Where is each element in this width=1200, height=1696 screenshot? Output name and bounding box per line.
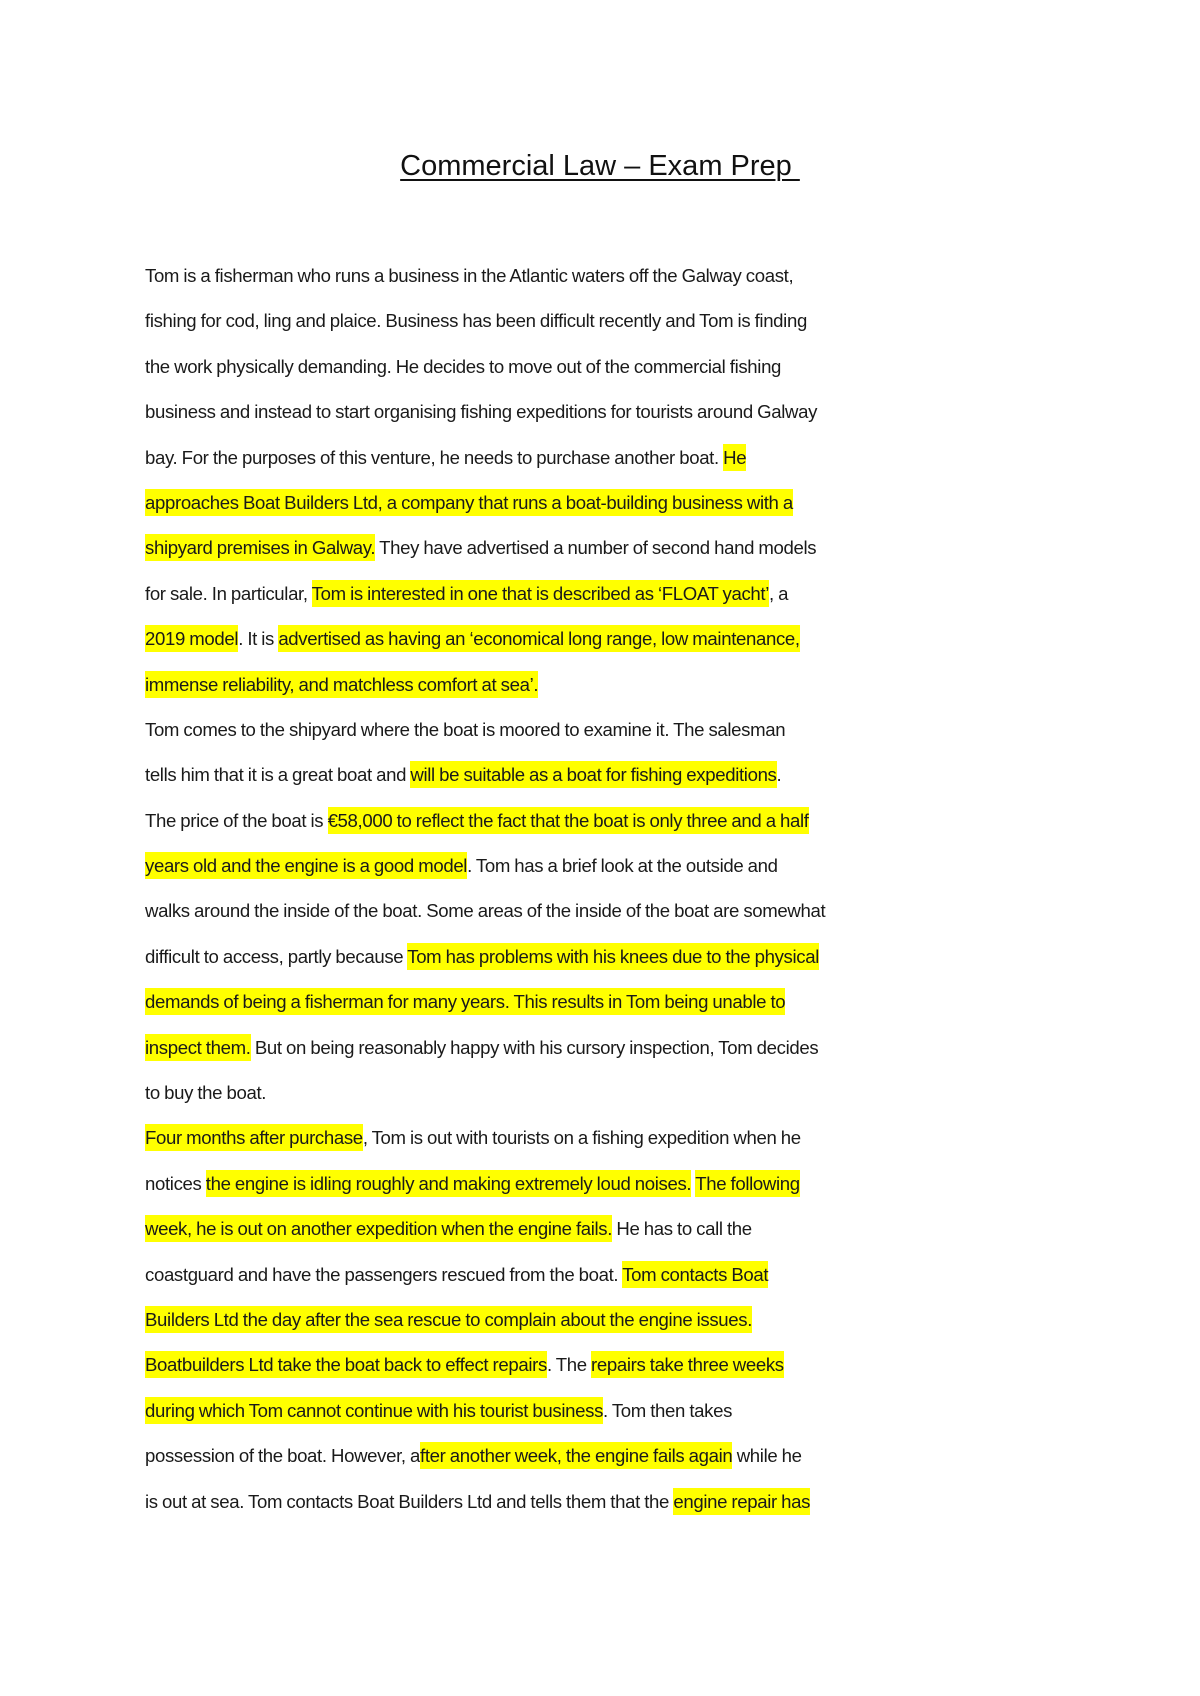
highlighted-text: repairs take three weeks (591, 1351, 784, 1378)
highlighted-text: years old and the engine is a good model (145, 852, 467, 879)
document-title (0, 146, 1200, 186)
body-text: bay. For the purposes of this venture, he needs to purchase another boat. (145, 446, 724, 468)
highlighted-text: engine repair has (673, 1488, 810, 1515)
body-text: difficult to access, partly because (145, 945, 408, 967)
highlighted-text: Tom is interested in one that is described as ‘FLOAT yacht’ (312, 580, 769, 607)
body-text: He has to call the (612, 1218, 752, 1240)
text-line (145, 1351, 975, 1396)
highlighted-text: inspect them. (145, 1034, 251, 1061)
body-text: for sale. In particular, (145, 582, 312, 604)
highlighted-text: immense reliability, and matchless comfort at sea’. (145, 671, 538, 698)
highlighted-text: the engine is idling roughly and making extremely loud noises. (206, 1170, 691, 1197)
body-text: The price of the boat is (145, 809, 328, 831)
highlighted-text: Builders Ltd the day after the sea rescue to complain about the engine issues. (145, 1306, 752, 1333)
body-text: , a (769, 582, 789, 604)
text-line (145, 262, 975, 307)
text-line (145, 807, 975, 852)
body-text: notices (145, 1172, 206, 1194)
body-text: while he (732, 1445, 802, 1467)
text-line (145, 580, 975, 625)
body-text: is out at sea. Tom contacts Boat Builders Ltd and tells them that the (145, 1490, 674, 1512)
text-line (145, 625, 975, 670)
highlighted-text: Boatbuilders Ltd take the boat back to effect repairs (145, 1351, 547, 1378)
highlighted-text: approaches Boat Builders Ltd, a company that runs a boat-building business with a (145, 489, 793, 516)
text-line (145, 307, 975, 352)
text-line (145, 988, 975, 1033)
highlighted-text: fter another week, the engine fails again (420, 1442, 732, 1469)
body-text: , Tom is out with tourists on a fishing expedition when he (362, 1127, 801, 1149)
highlighted-text: week, he is out on another expedition when the engine fails. (145, 1215, 612, 1242)
text-line (145, 761, 975, 806)
highlighted-text: The following (695, 1170, 800, 1197)
body-text: Tom is a fisherman who runs a business in the Atlantic waters off the Galway coast, (145, 265, 794, 286)
text-line (145, 489, 975, 534)
body-text: possession of the boat. However, a (145, 1445, 421, 1467)
text-line (145, 1124, 975, 1169)
text-line (145, 1034, 975, 1079)
highlighted-text: Four months after purchase (145, 1124, 363, 1151)
body-text: . Tom then takes (603, 1399, 733, 1421)
body-text: the work physically demanding. He decides to move out of the commercial fishing (145, 355, 782, 377)
body-text: . Tom has a brief look at the outside and (467, 855, 778, 877)
text-line (145, 534, 975, 579)
highlighted-text: Tom has problems with his knees due to the physical (407, 943, 819, 970)
document-body (145, 262, 975, 1533)
body-text: But on being reasonably happy with his cursory inspection, Tom decides (250, 1036, 819, 1058)
text-line (145, 1261, 975, 1306)
body-text: to buy the boat. (145, 1082, 267, 1104)
highlighted-text: 2019 model (145, 625, 238, 652)
text-line (145, 1215, 975, 1260)
body-text: Tom comes to the shipyard where the boat is moored to examine it. The salesman (145, 718, 786, 740)
text-line (145, 398, 975, 443)
text-line (145, 1488, 975, 1533)
text-line (145, 671, 975, 716)
text-line (145, 353, 975, 398)
highlighted-text: shipyard premises in Galway. (145, 534, 375, 561)
text-line (145, 943, 975, 988)
text-line (145, 1079, 975, 1124)
body-text: . (776, 764, 782, 786)
highlighted-text: advertised as having an ‘economical long range, low maintenance, (278, 625, 799, 652)
highlighted-text: Tom contacts Boat (622, 1261, 768, 1288)
text-line (145, 852, 975, 897)
highlighted-text: will be suitable as a boat for fishing expeditions (410, 761, 776, 788)
body-text: They have advertised a number of second hand models (375, 537, 817, 559)
highlighted-text: during which Tom cannot continue with his tourist business (145, 1397, 603, 1424)
highlighted-text: demands of being a fisherman for many years. This results in Tom being unable to (145, 988, 785, 1015)
body-text: business and instead to start organising fishing expeditions for tourists around Galway (145, 401, 818, 423)
highlighted-text: He (723, 444, 746, 471)
body-text: . It is (238, 628, 279, 650)
body-text: . The (546, 1354, 592, 1376)
text-line (145, 1397, 975, 1442)
body-text: walks around the inside of the boat. Some areas of the inside of the boat are somewhat (145, 900, 826, 922)
body-text: coastguard and have the passengers rescued from the boat. (145, 1263, 623, 1285)
text-line (145, 716, 975, 761)
body-text: tells him that it is a great boat and (145, 764, 411, 786)
text-line (145, 444, 975, 489)
text-line (145, 1306, 975, 1351)
text-line (145, 897, 975, 942)
document-title-text: Commercial Law – Exam Prep (400, 150, 800, 182)
body-text: fishing for cod, ling and plaice. Business has been difficult recently and Tom is finding (145, 310, 807, 332)
highlighted-text: €58,000 to reflect the fact that the boat is only three and a half (328, 807, 809, 834)
text-line (145, 1170, 975, 1215)
text-line (145, 1442, 975, 1487)
